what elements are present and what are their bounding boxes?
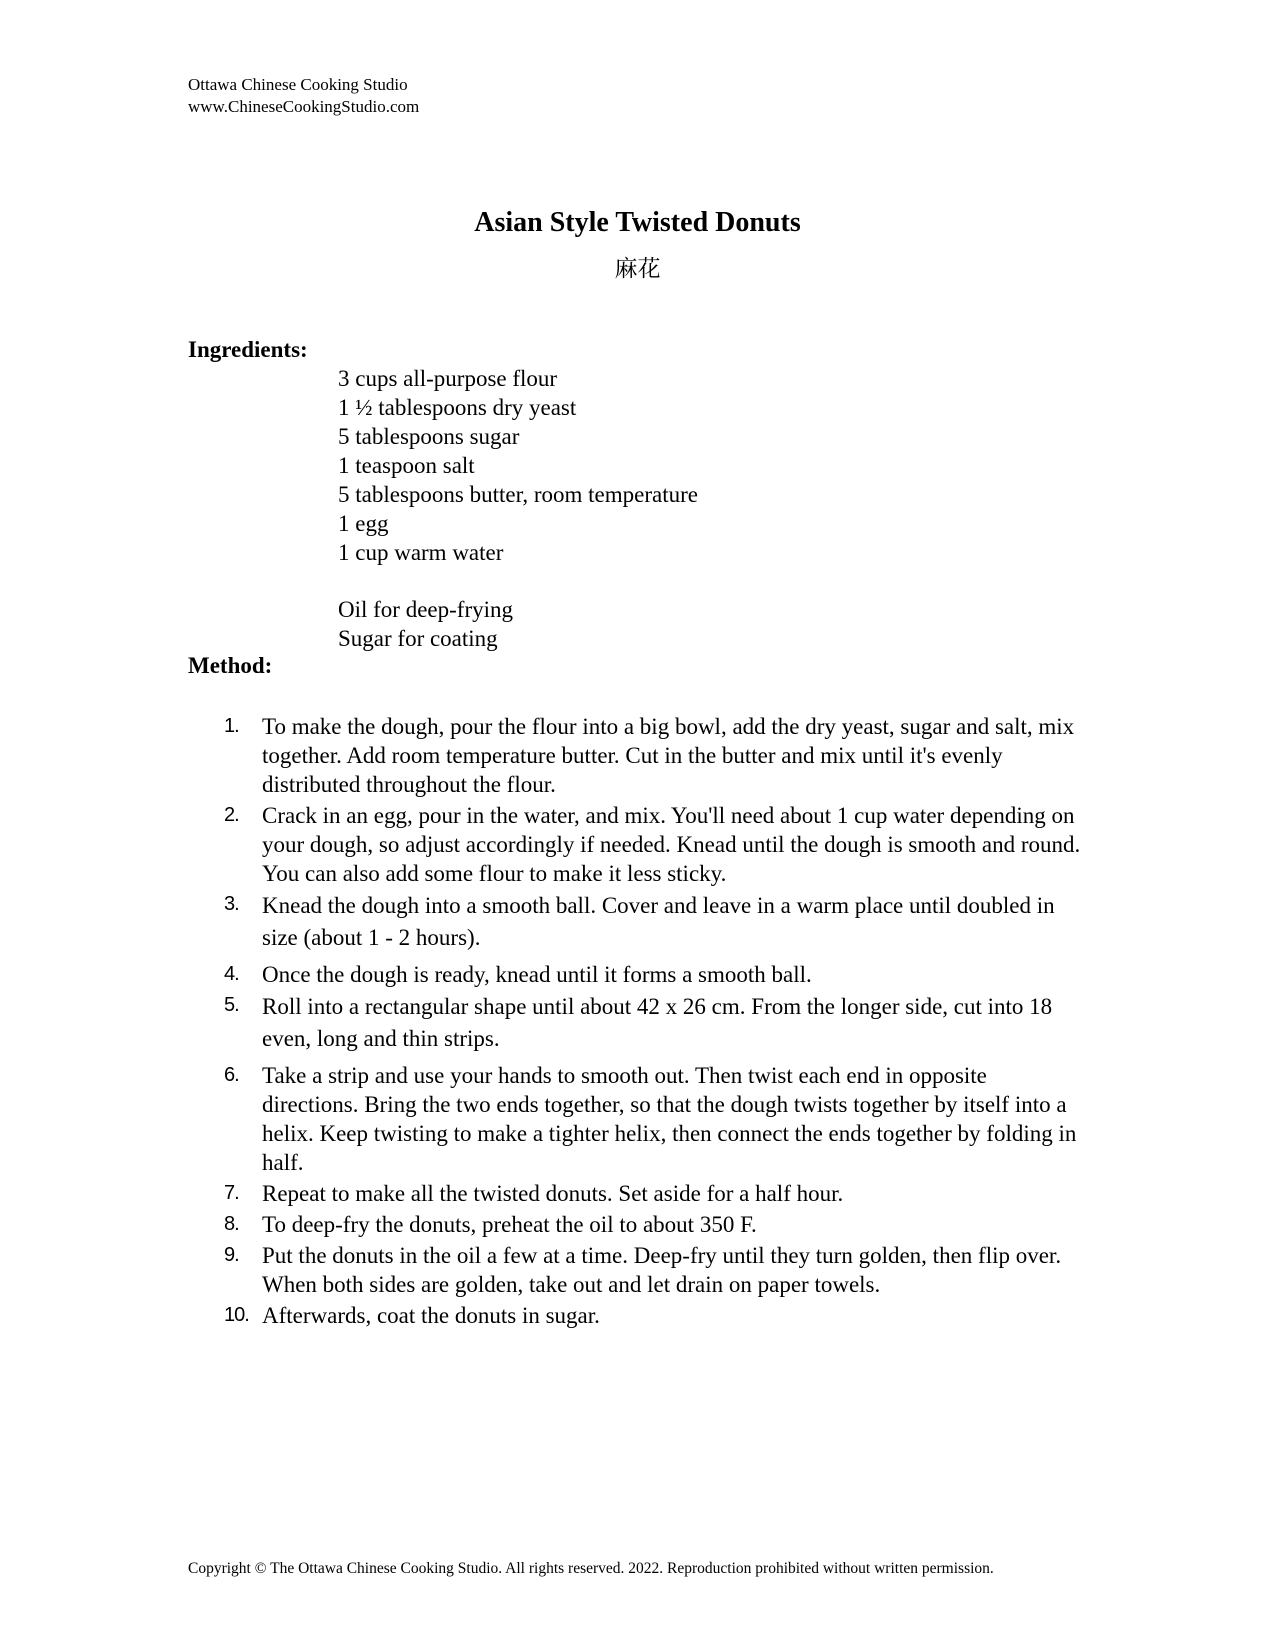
recipe-title: Asian Style Twisted Donuts xyxy=(474,207,801,238)
ingredient-item: 3 cups all-purpose flour xyxy=(338,366,558,391)
step-number: 3. xyxy=(224,893,239,915)
ingredient-item: 5 tablespoons sugar xyxy=(338,424,520,449)
ingredient-item: 1 ½ tablespoons dry yeast xyxy=(338,395,577,420)
method-steps-list xyxy=(224,712,1084,1332)
method-heading: Method: xyxy=(188,653,273,678)
step-text: Repeat to make all the twisted donuts. Set aside for a half hour. xyxy=(262,1181,844,1206)
step-text: Crack in an egg, pour in the water, and mix. You'll need about 1 cup water depending on your dough, so adjust accordingly if needed. Knead until the dough is smooth and round. You can also add some flour to make it less sticky. xyxy=(262,803,1081,886)
step-text: Knead the dough into a smooth ball. Cover and leave in a warm place until doubled in size (about 1 - 2 hours). xyxy=(262,893,1055,950)
recipe-chinese-title: 麻花 xyxy=(614,256,661,282)
document-header xyxy=(188,74,419,118)
method-step xyxy=(224,1301,1084,1330)
ingredient-item: 5 tablespoons butter, room temperature xyxy=(338,482,698,507)
ingredients-heading: Ingredients: xyxy=(188,337,308,362)
step-text: To make the dough, pour the flour into a big bowl, add the dry yeast, sugar and salt, mix together. Add room temperature butter. Cut in the butter and mix until it's evenly distributed throughout the flour. xyxy=(262,714,1075,797)
ingredient-extra-item: Oil for deep-frying xyxy=(338,597,513,622)
studio-website: www.ChineseCookingStudio.com xyxy=(188,97,420,116)
method-step xyxy=(224,960,1084,989)
ingredient-extra-item: Sugar for coating xyxy=(338,626,498,651)
step-number: 1. xyxy=(224,715,239,737)
step-text: Afterwards, coat the donuts in sugar. xyxy=(262,1303,600,1328)
method-step xyxy=(224,1179,1084,1208)
step-number: 2. xyxy=(224,804,239,826)
method-step xyxy=(224,890,1084,954)
step-text: Take a strip and use your hands to smooth out. Then twist each end in opposite directions. Bring the two ends together, so that the dough twists together by itself into a helix. Keep twisting to make a tighter helix, then connect the ends together by folding in half. xyxy=(262,1063,1077,1175)
step-text: Once the dough is ready, knead until it forms a smooth ball. xyxy=(262,962,812,987)
step-number: 7. xyxy=(224,1182,239,1204)
method-step xyxy=(224,1241,1084,1299)
copyright-footer: Copyright © The Ottawa Chinese Cooking Studio. All rights reserved. 2022. Reproduction prohibited without written permission. xyxy=(188,1560,994,1577)
step-text: To deep-fry the donuts, preheat the oil to about 350 F. xyxy=(262,1212,757,1237)
step-number: 4. xyxy=(224,963,239,985)
step-number: 10. xyxy=(224,1304,249,1326)
ingredient-item: 1 cup warm water xyxy=(338,540,504,565)
method-step xyxy=(224,1061,1084,1177)
step-number: 8. xyxy=(224,1213,239,1235)
ingredients-list xyxy=(338,364,698,653)
step-number: 6. xyxy=(224,1064,239,1086)
step-number: 5. xyxy=(224,994,239,1016)
ingredient-item: 1 teaspoon salt xyxy=(338,453,475,478)
method-step xyxy=(224,1210,1084,1239)
method-step xyxy=(224,712,1084,799)
ingredient-item: 1 egg xyxy=(338,511,389,536)
studio-name: Ottawa Chinese Cooking Studio xyxy=(188,75,408,94)
step-number: 9. xyxy=(224,1244,239,1266)
step-text: Put the donuts in the oil a few at a time. Deep-fry until they turn golden, then flip over. When both sides are golden, take out and let drain on paper towels. xyxy=(262,1243,1062,1297)
method-step xyxy=(224,801,1084,888)
step-text: Roll into a rectangular shape until about 42 x 26 cm. From the longer side, cut into 18 even, long and thin strips. xyxy=(262,994,1053,1051)
method-step xyxy=(224,991,1084,1055)
